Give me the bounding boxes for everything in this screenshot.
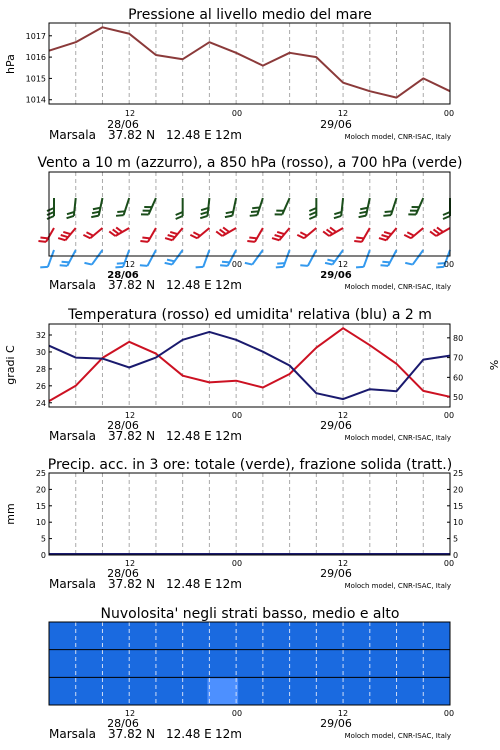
precip-left-tick-label-2: 15 bbox=[35, 501, 46, 511]
temp-time-axis bbox=[107, 411, 454, 432]
p1-tick-12b: 12 bbox=[337, 109, 349, 118]
wind-barb-700-2 bbox=[91, 197, 102, 219]
wind-barb-700-0 bbox=[47, 198, 54, 219]
wind-barb-850-6 bbox=[190, 223, 209, 241]
precip-left-tick-label-4: 5 bbox=[40, 534, 46, 544]
temp-title: Temperatura (rosso) ed umidita' relativa (blu) a 2 m bbox=[68, 307, 432, 323]
precip-right-tick-label-5: 0 bbox=[453, 551, 459, 560]
p5-model: Moloch model, CNR-ISAC, Italy bbox=[344, 732, 451, 740]
wind-barbs bbox=[38, 195, 450, 270]
wind-barb-850-13 bbox=[379, 224, 397, 243]
wind-panel bbox=[37, 155, 462, 292]
p3-model: Moloch model, CNR-ISAC, Italy bbox=[344, 434, 451, 442]
temp-right-tick-label-3: 50 bbox=[453, 393, 464, 403]
wind-barb-10m-4-flag-0 bbox=[140, 263, 148, 269]
p4-tick-00a: 00 bbox=[231, 559, 243, 568]
wind-barb-850-12-staff bbox=[362, 228, 370, 242]
pressure-ylabel: hPa bbox=[4, 54, 17, 74]
wind-barb-850-2 bbox=[83, 223, 102, 241]
wind-barb-850-8-staff bbox=[255, 228, 263, 242]
temp-humidity-panel bbox=[4, 307, 500, 443]
wind-barb-700-12-staff bbox=[366, 198, 370, 216]
wind-barb-700-15 bbox=[443, 198, 450, 219]
wind-barb-700-12 bbox=[359, 197, 370, 219]
p5-loc-elev: 12m bbox=[215, 727, 242, 741]
wind-location-line bbox=[49, 278, 451, 292]
p5-loc-lat: 37.82 N bbox=[108, 727, 156, 741]
temp-frame bbox=[49, 324, 450, 407]
wind-barb-10m-6-staff bbox=[203, 250, 209, 267]
wind-barb-700-4 bbox=[141, 195, 156, 217]
pressure-line bbox=[49, 27, 450, 97]
wind-barb-700-7-flag-0 bbox=[225, 214, 232, 218]
pressure-panel bbox=[4, 7, 454, 142]
wind-barb-700-14-flag-0 bbox=[408, 212, 416, 218]
p5-loc-lon: 12.48 E bbox=[166, 727, 212, 741]
p1-loc-name: Marsala bbox=[49, 128, 96, 142]
wind-barb-700-2-flag-0 bbox=[91, 214, 98, 218]
p1-loc-elev: 12m bbox=[215, 128, 242, 142]
p3-date-1: 28/06 bbox=[107, 419, 139, 432]
precip-right-tick-label-4: 5 bbox=[453, 534, 459, 544]
p3-tick-12b: 12 bbox=[337, 411, 349, 420]
p2-loc-lon: 12.48 E bbox=[166, 278, 212, 292]
wind-barb-700-3 bbox=[116, 196, 129, 218]
p3-tick-00a: 00 bbox=[231, 411, 243, 420]
temp-ylabel-right: % bbox=[487, 359, 500, 371]
temp-left-tick-label-2: 28 bbox=[35, 364, 46, 374]
p1-date-1: 28/06 bbox=[107, 118, 139, 131]
precip-y-ticks bbox=[36, 469, 463, 560]
precip-right-tick-label-1: 20 bbox=[453, 485, 464, 495]
wind-barb-10m-12 bbox=[356, 248, 370, 270]
wind-barb-700-6-staff bbox=[208, 198, 210, 216]
wind-barb-700-8-staff bbox=[257, 198, 263, 215]
wind-barb-10m-10-staff bbox=[308, 250, 316, 266]
p4-loc-lat: 37.82 N bbox=[108, 577, 156, 591]
pressure-tick-label-3: 1014 bbox=[25, 95, 46, 105]
wind-barb-850-7 bbox=[216, 222, 236, 238]
wind-barb-10m-9-flag-0 bbox=[276, 265, 284, 270]
p3-tick-00b: 00 bbox=[443, 411, 455, 420]
p1-tick-12a: 12 bbox=[124, 109, 136, 118]
humidity-line bbox=[49, 332, 450, 399]
wind-barb-10m-4 bbox=[140, 247, 156, 269]
wind-barb-700-11 bbox=[334, 197, 343, 219]
wind-barb-850-4-flag-0 bbox=[140, 238, 148, 244]
cloud-time-axis bbox=[107, 709, 454, 730]
p3-loc-name: Marsala bbox=[49, 429, 96, 443]
p4-date-1: 28/06 bbox=[107, 567, 139, 580]
wind-barb-10m-10 bbox=[300, 247, 316, 269]
wind-barb-10m-9-staff bbox=[283, 250, 289, 267]
temp-right-tick-label-2: 60 bbox=[453, 373, 464, 383]
p4-tick-12b: 12 bbox=[337, 559, 349, 568]
p3-loc-lat: 37.82 N bbox=[108, 429, 156, 443]
p5-tick-12a: 12 bbox=[124, 709, 136, 718]
wind-barb-700-13-flag-0 bbox=[383, 213, 391, 218]
temp-left-tick-label-0: 32 bbox=[35, 331, 46, 341]
wind-barb-700-10-flag-2 bbox=[309, 208, 316, 211]
cloud-panel bbox=[49, 606, 454, 741]
wind-barb-850-0-flag-0 bbox=[38, 238, 46, 244]
p3-date-2: 29/06 bbox=[320, 419, 352, 432]
wind-barb-850-12 bbox=[354, 225, 370, 245]
precip-time-axis bbox=[107, 559, 454, 580]
wind-barb-10m-2-staff bbox=[92, 250, 103, 265]
wind-barb-700-9 bbox=[275, 195, 290, 217]
wind-barb-10m-1 bbox=[60, 247, 76, 269]
wind-barb-700-3-flag-0 bbox=[116, 213, 124, 218]
wind-barb-850-8 bbox=[247, 225, 263, 245]
p4-loc-name: Marsala bbox=[49, 577, 96, 591]
p4-tick-00b: 00 bbox=[443, 559, 455, 568]
wind-barb-700-13 bbox=[383, 196, 396, 218]
wind-barb-10m-7-flag-0 bbox=[220, 263, 228, 269]
wind-barb-850-0 bbox=[38, 225, 54, 245]
p1-loc-lon: 12.48 E bbox=[166, 128, 212, 142]
temp-left-tick-label-4: 24 bbox=[35, 398, 46, 408]
wind-barb-850-6-staff bbox=[197, 228, 209, 238]
p2-loc-lat: 37.82 N bbox=[108, 278, 156, 292]
wind-barb-850-14-staff bbox=[411, 228, 423, 238]
p4-model: Moloch model, CNR-ISAC, Italy bbox=[344, 582, 451, 590]
wind-barb-10m-14-staff bbox=[413, 250, 424, 265]
wind-barb-10m-13 bbox=[380, 247, 396, 269]
wind-barb-850-15 bbox=[430, 222, 450, 238]
p1-loc-lat: 37.82 N bbox=[108, 128, 156, 142]
cloud-fill bbox=[49, 622, 450, 705]
wind-barb-700-2-staff bbox=[99, 198, 103, 216]
wind-barb-10m-12-flag-0 bbox=[356, 265, 364, 270]
p2-tick-12b: 12 bbox=[337, 260, 349, 269]
p2-tick-00b: 00 bbox=[443, 260, 455, 269]
p1-model: Moloch model, CNR-ISAC, Italy bbox=[344, 133, 451, 141]
wind-barb-10m-13-staff bbox=[388, 250, 396, 266]
p2-tick-00a: 00 bbox=[231, 260, 243, 269]
precip-left-tick-label-1: 20 bbox=[35, 485, 46, 495]
wind-barb-850-10-staff bbox=[304, 228, 316, 238]
wind-barb-700-6-flag-0 bbox=[200, 215, 207, 219]
temp-location-line bbox=[49, 429, 451, 443]
wind-barb-10m-14-flag-0 bbox=[405, 260, 412, 267]
precip-ylabel: mm bbox=[4, 503, 17, 525]
cloud-cell-light bbox=[207, 678, 238, 704]
p2-date-2: 29/06 bbox=[320, 270, 352, 281]
wind-barb-700-10-flag-0 bbox=[309, 216, 316, 219]
p5-date-1: 28/06 bbox=[107, 717, 139, 730]
wind-barb-10m-8-flag-0 bbox=[245, 260, 252, 267]
wind-barb-850-4-staff bbox=[148, 228, 156, 242]
p5-tick-00b: 00 bbox=[443, 709, 455, 718]
wind-barb-10m-8-staff bbox=[252, 250, 263, 265]
wind-barb-700-4-flag-0 bbox=[141, 212, 149, 218]
wind-barb-850-10 bbox=[297, 223, 316, 241]
wind-barb-10m-1-flag-0 bbox=[60, 263, 68, 269]
wind-barb-10m-15-flag-0 bbox=[436, 265, 444, 270]
wind-barb-700-1-staff bbox=[74, 198, 76, 216]
pressure-frame bbox=[49, 23, 450, 104]
p2-date-1: 28/06 bbox=[107, 270, 139, 281]
p5-tick-00a: 00 bbox=[231, 709, 243, 718]
wind-barb-700-7 bbox=[225, 197, 236, 219]
wind-barb-10m-6-flag-0 bbox=[196, 265, 204, 270]
wind-barb-10m-0 bbox=[40, 248, 54, 270]
wind-barb-850-4 bbox=[140, 225, 156, 245]
pressure-time-axis bbox=[107, 109, 454, 131]
precip-right-tick-label-2: 15 bbox=[453, 501, 464, 511]
precip-panel bbox=[4, 457, 463, 591]
wind-barb-700-1-flag-0 bbox=[67, 215, 74, 219]
wind-barb-700-0-flag-0 bbox=[47, 216, 54, 219]
pressure-tick-label-0: 1017 bbox=[25, 31, 46, 41]
wind-barb-10m-0-flag-0 bbox=[40, 265, 48, 270]
wind-barb-850-9 bbox=[272, 224, 290, 243]
wind-barb-700-10-flag-1 bbox=[309, 212, 316, 215]
temp-left-tick-label-1: 30 bbox=[35, 347, 46, 357]
temp-right-tick-label-1: 70 bbox=[453, 353, 464, 363]
wind-barb-10m-1-staff bbox=[67, 250, 75, 266]
p3-loc-elev: 12m bbox=[215, 429, 242, 443]
precip-location-line bbox=[49, 577, 451, 591]
cloud-location-line bbox=[49, 727, 451, 741]
wind-barb-10m-9 bbox=[276, 248, 290, 270]
wind-barb-700-6 bbox=[200, 197, 209, 219]
precip-left-tick-label-5: 0 bbox=[40, 551, 46, 560]
wind-barb-850-5 bbox=[165, 224, 183, 243]
wind-barb-850-1 bbox=[58, 224, 76, 243]
wind-barb-700-15-flag-1 bbox=[443, 212, 450, 215]
pressure-location-line bbox=[49, 128, 451, 142]
precip-left-tick-label-3: 10 bbox=[35, 518, 46, 528]
wind-title: Vento a 10 m (azzurro), a 850 hPa (rosso), a 700 hPa (verde) bbox=[37, 155, 463, 171]
temp-humidity-series bbox=[49, 328, 450, 401]
p2-model: Moloch model, CNR-ISAC, Italy bbox=[344, 283, 451, 291]
p1-date-2: 29/06 bbox=[320, 118, 352, 131]
wind-frame bbox=[49, 172, 450, 256]
wind-barb-700-9-staff bbox=[282, 198, 289, 214]
wind-barb-700-8-flag-0 bbox=[250, 213, 258, 218]
p3-tick-12a: 12 bbox=[124, 411, 136, 420]
wind-barb-700-0-flag-2 bbox=[47, 208, 54, 211]
precip-frame bbox=[49, 473, 450, 555]
p1-tick-00a: 00 bbox=[231, 109, 243, 118]
pressure-series bbox=[49, 27, 450, 97]
wind-barb-850-0-staff bbox=[46, 228, 54, 242]
p4-loc-lon: 12.48 E bbox=[166, 577, 212, 591]
wind-barb-700-13-staff bbox=[391, 198, 397, 215]
wind-barb-700-9-flag-0 bbox=[275, 212, 283, 218]
precip-right-tick-label-0: 25 bbox=[453, 469, 464, 478]
wind-barb-700-10 bbox=[309, 198, 316, 219]
precip-left-tick-label-0: 25 bbox=[35, 469, 46, 478]
wind-barb-10m-13-flag-0 bbox=[380, 263, 388, 269]
wind-barb-10m-5-staff bbox=[172, 250, 183, 265]
wind-barb-700-5 bbox=[176, 198, 183, 219]
wind-barb-700-14 bbox=[408, 195, 423, 217]
p2-loc-elev: 12m bbox=[215, 278, 242, 292]
p5-tick-12b: 12 bbox=[337, 709, 349, 718]
wind-barb-850-14 bbox=[404, 223, 423, 241]
p4-tick-12a: 12 bbox=[124, 559, 136, 568]
p2-loc-name: Marsala bbox=[49, 278, 96, 292]
wind-barb-10m-3-flag-0 bbox=[115, 265, 123, 270]
wind-barb-700-3-staff bbox=[124, 198, 130, 215]
temp-y-ticks bbox=[36, 331, 463, 408]
temp-left-tick-label-3: 26 bbox=[35, 381, 46, 391]
cloud-cells bbox=[49, 622, 450, 705]
wind-barb-850-12-flag-0 bbox=[354, 238, 362, 244]
wind-barb-700-12-flag-0 bbox=[359, 214, 366, 218]
p4-loc-elev: 12m bbox=[215, 577, 242, 591]
wind-barb-700-11-staff bbox=[341, 198, 343, 216]
wind-barb-850-3 bbox=[109, 222, 129, 238]
wind-barb-700-11-flag-0 bbox=[334, 215, 341, 219]
temp-grid bbox=[76, 324, 424, 407]
p5-loc-name: Marsala bbox=[49, 727, 96, 741]
wind-barb-700-0-flag-1 bbox=[47, 212, 54, 215]
wind-barb-850-8-flag-0 bbox=[247, 238, 255, 244]
wind-barb-850-2-staff bbox=[90, 228, 102, 238]
wind-barb-700-5-flag-1 bbox=[176, 212, 183, 215]
precip-right-tick-label-3: 10 bbox=[453, 518, 464, 528]
wind-barb-700-15-flag-0 bbox=[443, 216, 450, 219]
wind-barb-700-1 bbox=[67, 197, 76, 219]
wind-barb-700-8 bbox=[250, 196, 263, 218]
wind-barb-10m-12-staff bbox=[364, 250, 370, 267]
wind-barb-700-5-flag-0 bbox=[176, 216, 183, 219]
p5-date-2: 29/06 bbox=[320, 717, 352, 730]
wind-barb-10m-6 bbox=[196, 248, 210, 270]
wind-barb-10m-10-flag-0 bbox=[300, 263, 308, 269]
temp-right-tick-label-0: 80 bbox=[453, 333, 464, 343]
p2-tick-12a: 12 bbox=[124, 260, 136, 269]
pressure-tick-label-1: 1016 bbox=[25, 53, 46, 63]
pressure-tick-label-2: 1015 bbox=[25, 74, 46, 84]
wind-barb-850-11 bbox=[323, 222, 343, 238]
wind-grid bbox=[76, 172, 424, 256]
cloud-title: Nuvolosita' negli strati basso, medio e alto bbox=[100, 606, 400, 622]
wind-barb-10m-2-flag-0 bbox=[84, 260, 91, 267]
p4-date-2: 29/06 bbox=[320, 567, 352, 580]
pressure-title: Pressione al livello medio del mare bbox=[128, 7, 372, 23]
precip-grid bbox=[76, 473, 424, 555]
pressure-y-ticks bbox=[26, 32, 52, 105]
p1-tick-00b: 00 bbox=[443, 109, 455, 118]
temp-ylabel-left: gradi C bbox=[4, 345, 17, 385]
wind-barb-10m-4-staff bbox=[147, 250, 155, 266]
wind-barb-850-1-staff bbox=[65, 228, 75, 240]
wind-barb-700-7-staff bbox=[232, 198, 236, 216]
p3-loc-lon: 12.48 E bbox=[166, 429, 212, 443]
precip-title: Precip. acc. in 3 ore: totale (verde), frazione solida (tratt.) bbox=[47, 457, 453, 473]
